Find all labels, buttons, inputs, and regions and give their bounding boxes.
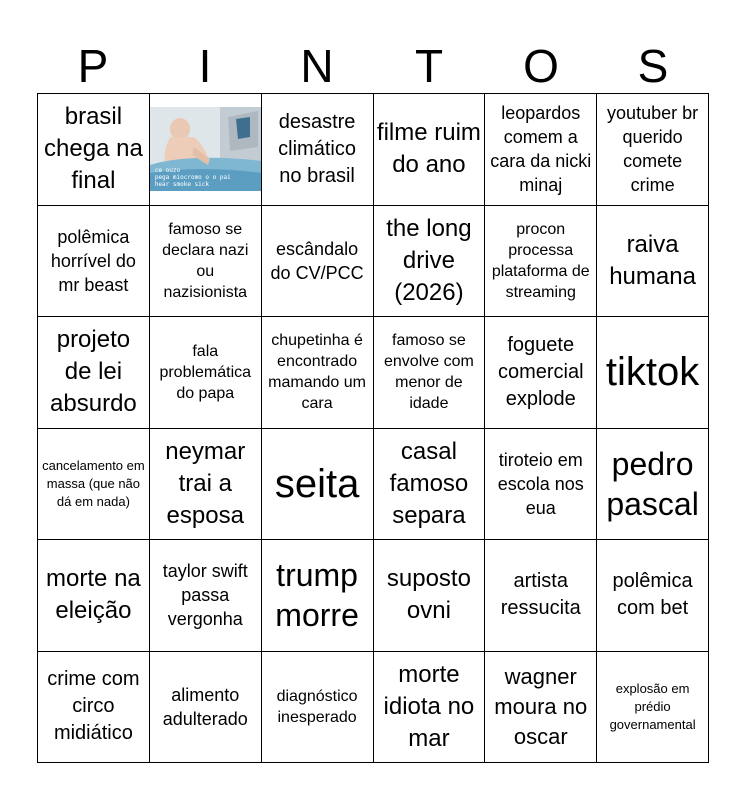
cell-text: chupetinha é encontrado mamando um cara	[268, 332, 366, 413]
cell-text: tiktok	[605, 350, 700, 395]
cell-text: crime com circo midiático	[47, 668, 140, 745]
bingo-cell[interactable]	[38, 540, 150, 652]
bingo-cell[interactable]	[374, 652, 486, 764]
title-letter-i: I	[198, 40, 212, 92]
bingo-cell[interactable]	[38, 652, 150, 764]
bingo-cell[interactable]	[485, 317, 597, 429]
bingo-title	[37, 38, 709, 94]
bingo-cell[interactable]	[150, 317, 262, 429]
cell-text: youtuber br querido comete crime	[607, 103, 699, 196]
cell-text: neymar trai a esposa	[165, 437, 246, 529]
cell-text: wagner moura no oscar	[494, 663, 588, 749]
photo-caption: ce ouzo pega miocromo o o pai hear smoke sick	[154, 167, 231, 189]
bingo-cell[interactable]	[374, 206, 486, 318]
title-letter-t: T	[414, 40, 444, 92]
cell-text: alimento adulterado	[162, 684, 248, 729]
cell-text: raiva humana	[609, 230, 696, 290]
bingo-cell[interactable]	[38, 94, 150, 206]
bingo-cell[interactable]	[597, 429, 709, 541]
bingo-cell[interactable]	[38, 429, 150, 541]
cell-text: procon processa plataforma de streaming	[491, 220, 590, 301]
cell-text: trump morre	[275, 557, 359, 634]
bingo-cell[interactable]	[262, 94, 374, 206]
cell-text: polêmica horrível do mr beast	[50, 226, 136, 295]
cell-text: filme ruim do ano	[376, 119, 481, 179]
title-letter-o: O	[523, 40, 559, 92]
bingo-cell[interactable]	[597, 94, 709, 206]
meme-photo	[150, 107, 261, 191]
cell-text: tiroteio em escola nos eua	[497, 449, 584, 518]
bingo-cell[interactable]	[262, 206, 374, 318]
bingo-cell[interactable]	[485, 206, 597, 318]
bingo-cell[interactable]	[597, 540, 709, 652]
bingo-cell[interactable]	[374, 317, 486, 429]
bingo-cell[interactable]	[374, 429, 486, 541]
bingo-cell-image[interactable]	[150, 94, 262, 206]
bingo-cell[interactable]	[262, 317, 374, 429]
cell-text: explosão em prédio governamental	[609, 680, 696, 732]
bingo-cell[interactable]	[597, 317, 709, 429]
cell-text: polêmica com bet	[612, 570, 693, 620]
bingo-grid	[37, 93, 709, 763]
title-letter-s: S	[637, 40, 669, 92]
bingo-cell[interactable]	[262, 652, 374, 764]
bingo-cell[interactable]	[262, 540, 374, 652]
bingo-cell[interactable]	[485, 652, 597, 764]
cell-text: desastre climático no brasil	[278, 110, 356, 187]
cell-text: the long drive (2026)	[386, 214, 472, 306]
cell-text: seita	[274, 461, 360, 506]
cell-text: famoso se declara nazi ou nazisionista	[162, 220, 249, 301]
bingo-cell[interactable]	[374, 94, 486, 206]
bingo-cell[interactable]	[262, 429, 374, 541]
cell-text: escândalo do CV/PCC	[270, 238, 364, 283]
title-letter-n: N	[300, 40, 334, 92]
cell-text: suposto ovni	[386, 565, 471, 625]
bingo-cell[interactable]	[374, 540, 486, 652]
bingo-cell[interactable]	[150, 540, 262, 652]
cell-text: diagnóstico inesperado	[276, 687, 358, 726]
cell-text: famoso se envolve com menor de idade	[384, 332, 474, 413]
cell-text: morte idiota no mar	[383, 660, 475, 752]
cell-text: taylor swift passa vergonha	[162, 561, 248, 630]
bingo-cell[interactable]	[485, 429, 597, 541]
cell-text: pedro pascal	[606, 445, 699, 522]
cell-text: brasil chega na final	[44, 103, 143, 195]
bingo-cell[interactable]	[485, 540, 597, 652]
bingo-cell[interactable]	[150, 652, 262, 764]
cell-text: artista ressucita	[500, 570, 581, 620]
cell-text: projeto de lei absurdo	[50, 326, 137, 418]
bingo-cell[interactable]	[150, 429, 262, 541]
cell-text: fala problemática do papa	[159, 342, 252, 402]
bingo-cell[interactable]	[597, 652, 709, 764]
title-letter-p: P	[77, 40, 109, 92]
cell-text: casal famoso separa	[389, 437, 469, 529]
cell-text: morte na eleição	[46, 565, 141, 625]
bingo-cell[interactable]	[38, 206, 150, 318]
bingo-cell[interactable]	[150, 206, 262, 318]
bingo-cell[interactable]	[485, 94, 597, 206]
cell-text: foguete comercial explode	[497, 333, 584, 410]
bingo-cell[interactable]	[597, 206, 709, 318]
cell-text: leopardos comem a cara da nicki minaj	[490, 103, 592, 196]
cell-text: cancelamento em massa (que não dá em nada)	[42, 457, 145, 509]
bingo-cell[interactable]	[38, 317, 150, 429]
